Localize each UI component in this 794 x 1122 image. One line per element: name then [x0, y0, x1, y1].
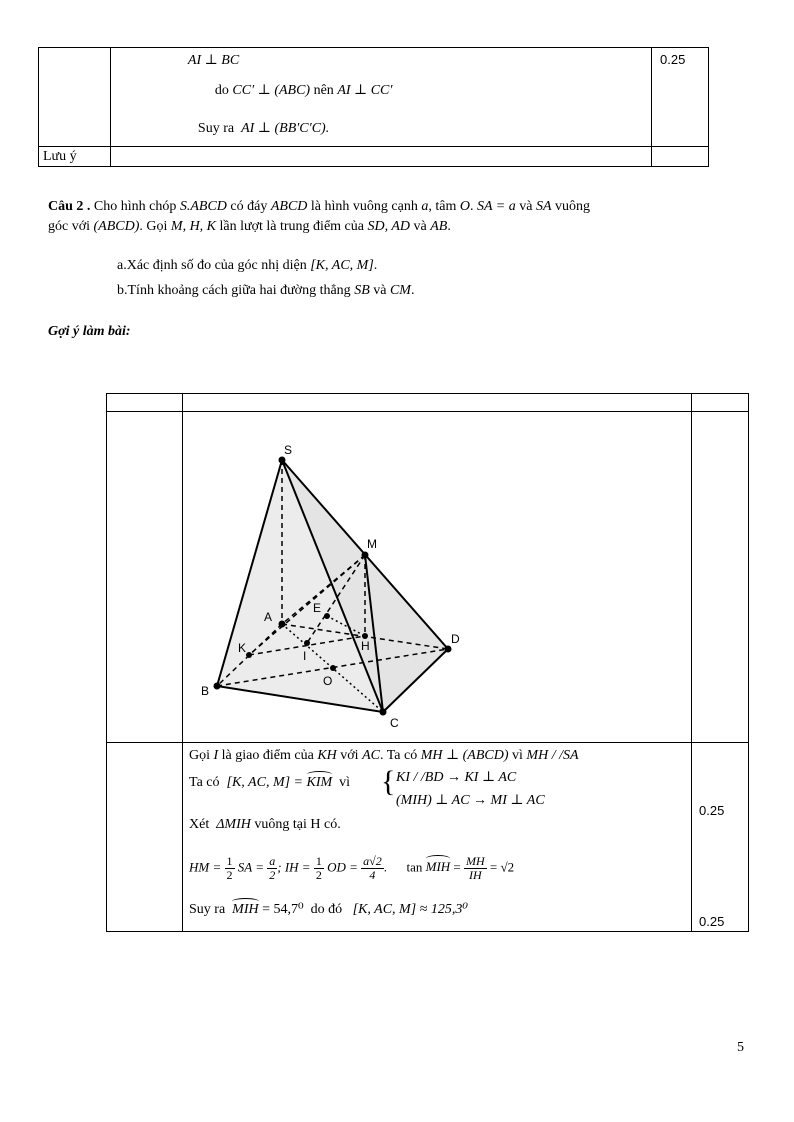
point-k	[246, 652, 252, 658]
label-e: E	[313, 601, 322, 615]
label-c: C	[390, 716, 399, 730]
header-cell-1	[107, 394, 183, 412]
figure-score-cell	[692, 412, 749, 743]
point-b	[214, 683, 221, 690]
note-label: Lưu ý	[39, 147, 111, 167]
part-a: a.Xác định số đo của góc nhị diện [K, AC, M].	[117, 258, 378, 273]
part-b: b.Tính khoảng cách giữa hai đường thẳng SB và CM.	[117, 283, 415, 298]
point-c	[380, 709, 387, 716]
sol-line-1: Gọi I là giao điểm của KH với AC. Ta có MH ⊥ (ABCD) vì MH / /SA	[189, 748, 579, 763]
solution-blank-cell	[107, 743, 183, 932]
sys-line-2: (MIH) ⊥ AC → MI ⊥ AC	[396, 793, 545, 808]
header-cell-2	[183, 394, 692, 412]
point-d	[445, 646, 452, 653]
point-o	[330, 665, 336, 671]
label-h: H	[361, 639, 370, 653]
hint-title: Gợi ý làm bài:	[48, 324, 131, 339]
frac-5: $\frac{MH}{IH}$	[466, 854, 485, 882]
label-b: B	[201, 684, 210, 698]
question-line-2: góc với (ABCD). Gọi M, H, K lần lượt là trung điểm của SD, AD và AB.	[48, 219, 451, 234]
label-a: A	[264, 610, 273, 624]
frac-3: $\frac{1}{2}$	[315, 854, 322, 882]
top-score: 0.25	[660, 52, 686, 67]
top-line-2: do CC′ ⊥ (ABC) nên AI ⊥ CC′	[214, 83, 393, 98]
score-1: 0.25	[699, 803, 725, 818]
point-s	[279, 457, 286, 464]
frac-4: $\frac{a√2}{4}$	[363, 854, 382, 882]
page-number: 5	[737, 1040, 744, 1055]
sol-line-3: Xét ΔMIH vuông tại H có.	[189, 817, 341, 832]
solution-table	[106, 393, 749, 932]
sys-line-1: KI / /BD → KI ⊥ AC	[396, 770, 517, 785]
score-2: 0.25	[699, 914, 725, 929]
pyramid-figure	[183, 412, 691, 743]
top-table	[38, 47, 709, 167]
top-line-1: AI ⊥ BC	[187, 53, 240, 68]
point-m	[362, 552, 369, 559]
solution-score-cell	[692, 743, 749, 932]
point-a	[279, 621, 286, 628]
header-cell-3	[692, 394, 749, 412]
label-d: D	[451, 632, 460, 646]
frac-1: $\frac{1}{2}$	[226, 854, 233, 882]
figure-cell	[183, 412, 692, 743]
label-m: M	[367, 537, 377, 551]
solution-cell	[183, 743, 692, 932]
question-line-1: Câu 2 . Cho hình chóp S.ABCD có đáy ABCD là hình vuông cạnh a, tâm O. SA = a và SA vuông	[48, 199, 590, 214]
label-i: I	[303, 649, 307, 663]
sol-line-2: Ta có [K, AC, M] = KIM vì	[189, 775, 351, 790]
question-label: Câu 2 .	[48, 199, 91, 214]
label-k: K	[238, 641, 247, 655]
label-o: O	[323, 674, 333, 688]
system-brace: {	[381, 765, 396, 798]
top-table-content-cell	[110, 48, 651, 147]
label-s: S	[284, 443, 293, 457]
sol-line-5: Suy ra MIH = 54,7⁰ do đó [K, AC, M] ≈ 125,3⁰	[189, 902, 468, 917]
sol-line-4: HM = $\frac{1}{2}$ SA = $\frac{a}{2}$ ; IH = $\frac{1}{2}$ OD = $\frac{a√2}{4}$ . tan MIH = $\frac{MH}{IH}$ = √2	[189, 854, 515, 882]
figure-blank-cell	[107, 412, 183, 743]
frac-2: $\frac{a}{2}$	[269, 854, 276, 882]
top-line-3: Suy ra AI ⊥ (BB′C′C).	[197, 121, 330, 136]
point-e	[324, 613, 330, 619]
note-cell	[110, 147, 651, 167]
note-score-cell	[652, 147, 709, 167]
top-table-blank-cell	[39, 48, 111, 147]
top-table-score-cell	[652, 48, 709, 147]
point-i	[304, 640, 310, 646]
